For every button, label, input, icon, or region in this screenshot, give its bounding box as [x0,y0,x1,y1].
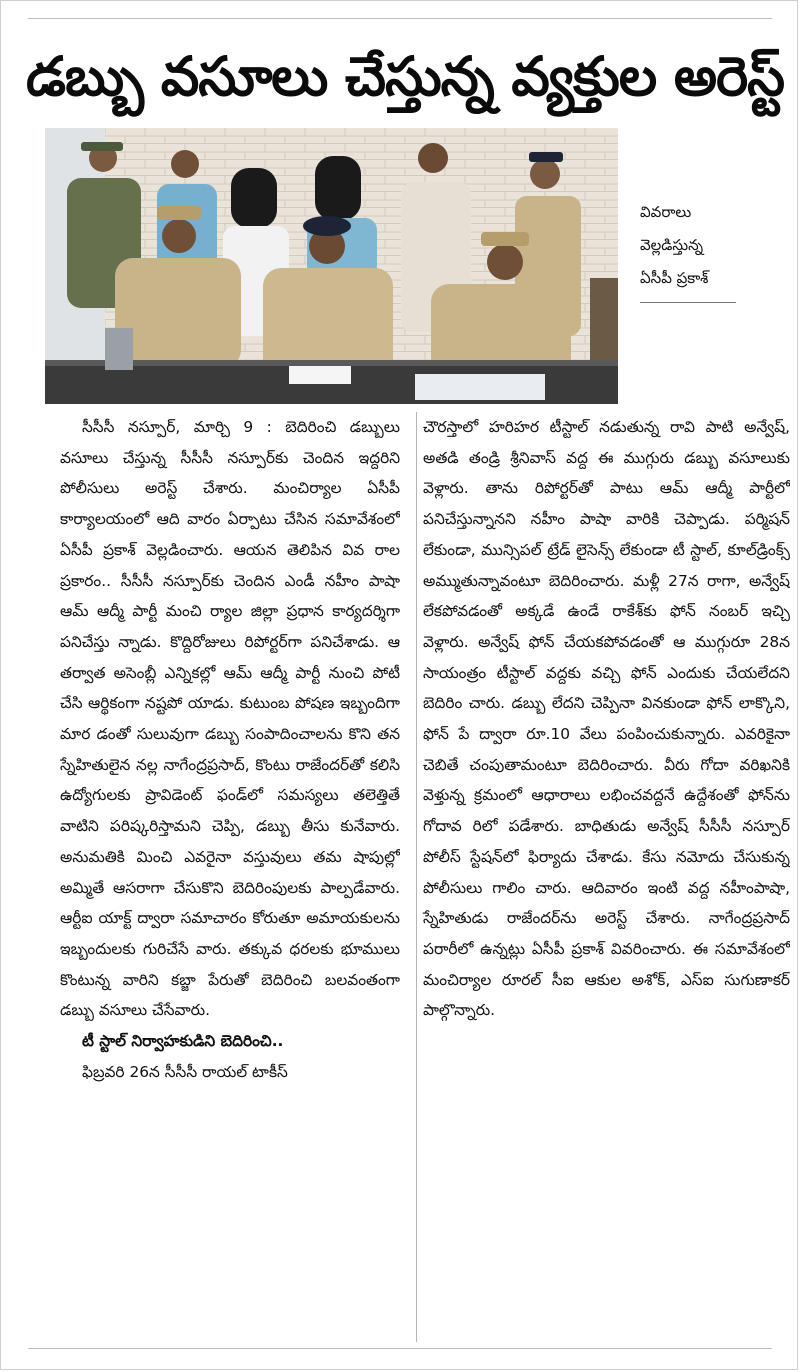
photo-caption-line: వెల్లడిస్తున్న [640,236,704,254]
article-paragraph: సీసీసీ నస్పూర్, మార్చి 9 : బెదిరించి డబ్బులు వసూలు చేస్తున్న సీసీసీ నస్పూర్‌కు చెందిన ఇద్దరిని పోలీసులు అరెస్ట్ చేశారు. మంచిర్యాల ఏసీపీ కార్యాలయంలో ఆది వారం ఏర్పాటు చేసిన సమావేశంలో ఏసీపీ ప్రకాశ్ వెల్లడించారు. ఆయన తెలిపిన వివ రాల ప్రకారం.. సీసీసీ నస్పూర్‌కు చెందిన ఎండీ నహీం పాషా ఆమ్ ఆద్మీ పార్టీ మంచి ర్యాల జిల్లా ప్రధాన కార్యదర్శిగా పనిచేస్తు న్నాడు. కొద్దిరోజులు రిపోర్టర్‌గా పనిచేశాడు. ఆ తర్వాత అసెంబ్లీ ఎన్నికల్లో ఆమ్ ఆద్మీ పార్టీ నుంచి పోటీ చేసి ఆర్థికంగా నష్టపో యాడు. కుటుంబ పోషణ ఇబ్బందిగా మార డంతో సులువుగా డబ్బు సంపాదించాలను కొని తన స్నేహితులైన నల్ల నాగేంద్రప్రసాద్, కొంటు రాజేందర్‌తో కలిసి ఉద్యోగులకు ప్రావిడెంట్ ఫండ్‌లో సమస్యలు తలెత్తితే వాటిని పరిష్కరిస్తామని చెప్పి, డబ్బు తీసు కునేవారు. అనుమతికి మించి ఎవరైనా వస్తువులు తమ షాపుల్లో అమ్మితే ఆసరాగా చేసుకొని బెదిరింపులకు పాల్పడేవారు. ఆర్టీఐ యాక్ట్ ద్వారా సమాచారం కోరుతూ అమాయకులను ఇబ్బందులకు గురిచేసే వారు. తక్కువ ధరలకు భూములు కొంటున్న వారిని కబ్జా పేరుతో బెదిరించి బలవంతంగా డబ్బు వసూలు చేసేవారు. [60,418,400,1020]
article-subheading: టీ స్టాల్ నిర్వాహకుడిని బెదిరించి.. [82,1032,284,1051]
photo-caption [640,196,780,295]
photo-caption-line: ఏసీపీ ప్రకాశ్ [640,269,709,287]
article-paragraph: చౌరస్తాలో హరిహర టీస్టాల్ నడుతున్న రావి పాటి అన్వేష్, అతడి తండ్రి శ్రీనివాస్ వద్ద ఈ ముగ్గురు డబ్బు వసూలుకు వెళ్లారు. తాను రిపోర్టర్‌తో పాటు ఆమ్ ఆద్మీ పార్టీలో పనిచేస్తున్నానని నహీం పాషా వారికి చెప్పాడు. పర్మిషన్ లేకుండా, మున్సిపల్ ట్రేడ్ లైసెన్స్ లేకుండా టీ స్టాల్, కూల్‌డ్రింక్స్ అమ్ముతున్నావంటూ బెదిరించారు. మళ్లీ 27న రాగా, అన్వేష్ లేకపోవడంతో అక్కడే ఉండే రాకేశ్‌కు ఫోన్ నంబర్ ఇచ్చి వెళ్లారు. అన్వేష్ ఫోన్ చేయకపోవడంతో ఆ ముగ్గురూ 28న సాయంత్రం టీస్టాల్ వద్దకు వచ్చి ఫోన్ ఎందుకు చేయలేదని బెదిరిం చారు. డబ్బు లేదని చెప్పినా వినకుండా ఫోన్ లాక్కొని, ఫోన్ పే ద్వారా రూ.10 వేలు పంపించుకున్నారు. ఎవరికైనా చెబితే చంపుతామంటూ బెదిరించారు. వీరు గోదా వరిఖనికి వెళ్తున్న క్రమంలో ఆధారాలు లభించవద్దనే ఉద్దేశంతో ఫోన్‌ను గోదావ రిలో పడేశారు. బాధితుడు అన్వేష్ సీసీసీ నస్పూర్ పోలీస్ స్టేషన్‌లో ఫిర్యాదు చేశాడు. కేసు నమోదు చేసుకున్న పోలీసులు గాలిం చారు. ఆదివారం ఇంటి వద్ద నహీంపాషా, స్నేహితుడు రాజేందర్‌ను అరెస్ట్ చేశారు. నాగేంద్రప్రసాద్ పరారీలో ఉన్నట్లు ఏసీపీ ప్రకాశ్ వివరించారు. ఈ సమావేశంలో మంచిర్యాల రూరల్ సీఐ ఆకుల అశోక్, ఎస్ఐ సుగుణాకర్ పాల్గొన్నారు. [423,418,790,1020]
article-column-left [60,412,400,1342]
photo-caption-line: వివరాలు [640,203,692,221]
bottom-rule [28,1348,772,1349]
article-paragraph: ఫిబ్రవరి 26న సీసీసీ రాయల్ టాకీస్ [82,1062,288,1081]
news-photo [45,128,618,404]
headline: డబ్బు వసూలు చేస్తున్న వ్యక్తుల అరెస్ట్ [25,45,785,108]
article-column-right [416,412,790,1342]
caption-rule [640,302,736,303]
news-photo-illustration [45,128,618,404]
top-rule [28,18,772,19]
seated-officers [115,206,571,384]
